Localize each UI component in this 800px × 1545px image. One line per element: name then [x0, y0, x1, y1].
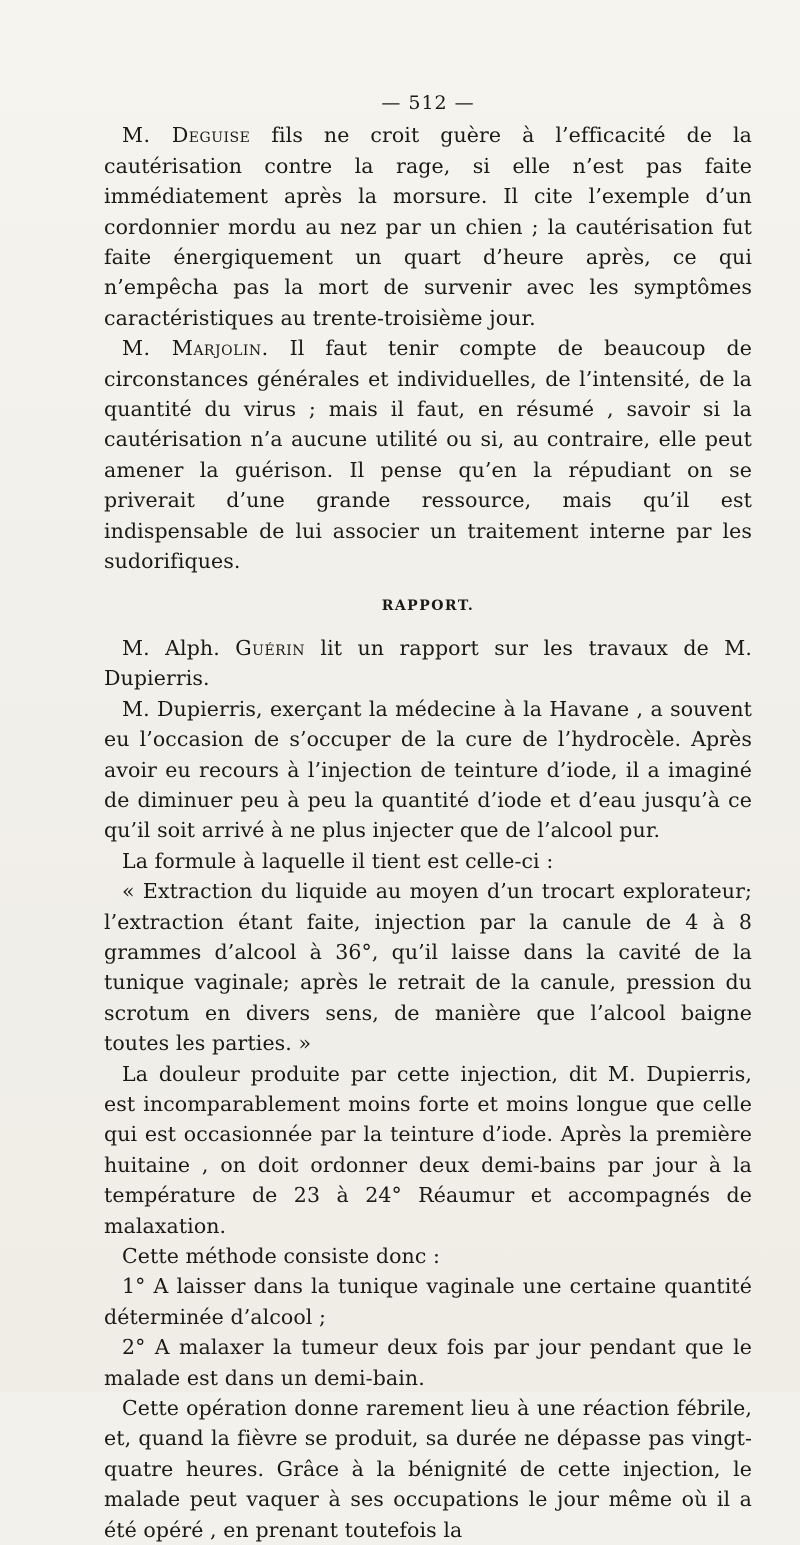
paragraph-deguise: [104, 120, 752, 333]
paragraph-guerin-prefix: M. Alph.: [122, 635, 236, 660]
section-heading-rapport: RAPPORT.: [381, 597, 475, 614]
paragraph-step-1: 1° A laisser dans la tunique vaginale une certaine quantité déterminée d’alcool ;: [104, 1274, 752, 1329]
paragraph-marjolin-text: Il faut tenir compte de beaucoup de circonstances générales et individuelles, de l’intensité, de la quantité du virus ; mais il faut, en résumé , savoir si la cautérisation n’a aucune utilité ou si, au contraire, elle peut amener la guérison. Il pense qu’en la répudiant on se priverait d’une grande ressource, mais qu’il est indispensable de lui associer un traitement interne par les sudorifiques.: [104, 336, 752, 574]
paragraph-methode: Cette méthode consiste donc :: [122, 1244, 441, 1269]
paragraph-dupierris-intro: M. Dupierris, exerçant la médecine à la Havane , a souvent eu l’occasion de s’occuper de la cure de l’hydrocèle. Après avoir eu recours à l’injection de teinture d’iode, il a imaginé de diminuer peu à peu la quantité d’iode et d’eau jusqu’à ce qu’il soit arrivé à ne plus injecter que de l’alcool pur.: [104, 696, 752, 843]
paragraph-guerin-text: lit un rapport sur les travaux de M. Dupierris.: [104, 635, 752, 691]
paragraph-step-2: 2° A malaxer la tumeur deux fois par jour pendant que le malade est dans un demi-bain.: [104, 1335, 752, 1390]
page-number: — 512 —: [381, 92, 475, 114]
page-content: [104, 88, 752, 1545]
paragraph-guerin: [104, 633, 752, 694]
paragraph-formule: La formule à laquelle il tient est celle-ci :: [122, 848, 554, 873]
paragraph-operation: Cette opération donne rarement lieu à une réaction fébrile, et, quand la fièvre se produit, sa durée ne dépasse pas vingt-quatre heures. Grâce à la bénignité de cette injection, le malade peut vaquer à ses occupations le jour même où il a été opéré , en prenant toutefois la: [104, 1396, 752, 1542]
paragraph-marjolin: [104, 333, 752, 576]
paragraph-quote: « Extraction du liquide au moyen d’un trocart explorateur; l’extraction étant faite, injection par la canule de 4 à 8 grammes d’alcool à 36°, qu’il laisse dans la cavité de la tunique vaginale; après le retrait de la canule, pression du scrotum en divers sens, de manière que l’alcool baigne toutes les parties. »: [104, 879, 752, 1056]
speaker-deguise: M. Deguise: [122, 123, 251, 148]
paragraph-deguise-text: fils ne croit guère à l’efficacité de la cautérisation contre la rage, si elle n’est pas faite immédiatement après la morsure. Il cite l’exemple d’un cordonnier mordu au nez par un chien ; la cautérisation fut faite énergiquement un quart d’heure après, ce qui n’empêcha pas la mort de survenir avec les symptômes caractéristiques au trente-troisième jour.: [104, 123, 752, 330]
paragraph-douleur: La douleur produite par cette injection, dit M. Dupierris, est incomparablement moins forte et moins longue que celle qui est occasionnée par la teinture d’iode. Après la première huitaine , on doit ordonner deux demi-bains par jour à la température de 23 à 24° Réaumur et accompagnés de malaxation.: [104, 1061, 752, 1238]
speaker-guerin: Guérin: [235, 635, 305, 660]
speaker-marjolin: M. Marjolin.: [122, 336, 269, 361]
